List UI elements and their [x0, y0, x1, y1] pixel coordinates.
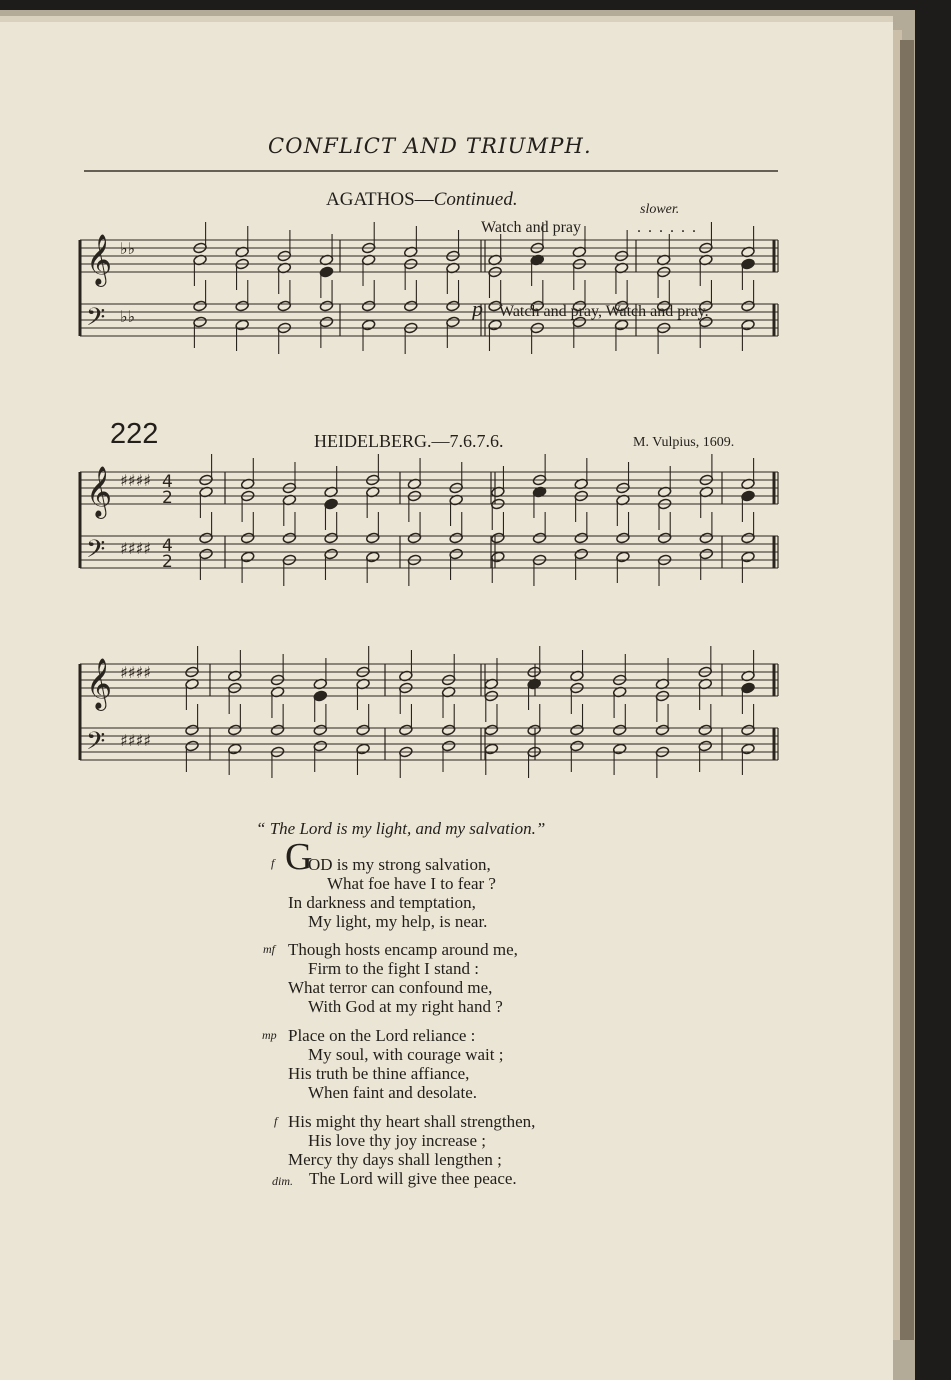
verse-3-line-1: Place on the Lord reliance : — [288, 1026, 476, 1045]
system-1-treble-key-signature: ♭♭ — [120, 239, 136, 258]
verse-1-line-3: In darkness and temptation, — [288, 893, 476, 912]
agathos-title — [326, 190, 518, 209]
verse-1-dynamic: f — [271, 856, 275, 870]
verse-1-line-4: My light, my help, is near. — [308, 912, 488, 931]
system-2-treble-time-top: 4 — [162, 472, 173, 492]
system-2-treble-time-bottom: 2 — [162, 488, 173, 508]
system-3-treble-clef: 𝄞 — [86, 658, 113, 709]
verse-4-line-3: Mercy thy days shall lengthen ; — [288, 1150, 502, 1169]
page-header: CONFLICT AND TRIUMPH. — [268, 134, 592, 158]
bass-lyric: Watch and pray, Watch and pray. — [499, 303, 709, 320]
agathos-name: AGATHOS— — [326, 189, 434, 210]
system-2-treble-key-signature: ♯♯♯♯ — [120, 471, 151, 490]
verse-3-line-3: His truth be thine affiance, — [288, 1064, 470, 1083]
system-1-treble-clef: 𝄞 — [86, 234, 113, 285]
verse-4-end-dynamic: dim. — [272, 1174, 293, 1188]
treble-continuation-dots: ...... — [637, 219, 703, 236]
verse-2-line-1: Though hosts encamp around me, — [288, 940, 518, 959]
verse-1-dropcap: G — [285, 836, 313, 878]
tempo-marking: slower. — [640, 202, 680, 217]
composer: M. Vulpius, 1609. — [633, 435, 735, 450]
system-2-treble-clef: 𝄞 — [86, 466, 113, 517]
verse-2-line-4: With God at my right hand ? — [308, 997, 503, 1016]
verse-1-line-2: What foe have I to fear ? — [327, 874, 496, 893]
verse-4-line-1: His might thy heart shall strengthen, — [288, 1112, 536, 1131]
verse-2-line-2: Firm to the fight I stand : — [308, 959, 479, 978]
dynamic-piano: p — [472, 296, 483, 321]
verse-4-line-4: The Lord will give thee peace. — [309, 1169, 517, 1188]
verse-4-line-2: His love thy joy increase ; — [308, 1131, 486, 1150]
verse-3-line-2: My soul, with courage wait ; — [308, 1045, 504, 1064]
system-2-bass-clef: 𝄢 — [86, 535, 106, 570]
verse-1-line-1: OD is my strong salvation, — [308, 855, 491, 874]
system-3-bass-key-signature: ♯♯♯♯ — [120, 731, 151, 750]
system-1-bass-clef: 𝄢 — [86, 303, 106, 338]
verse-2-line-3: What terror can confound me, — [288, 978, 493, 997]
system-1-bass-key-signature: ♭♭ — [120, 307, 136, 326]
hymn-motto: “ The Lord is my light, and my salvation.” — [256, 819, 546, 838]
verse-3-line-4: When faint and desolate. — [308, 1083, 477, 1102]
system-3-treble-key-signature: ♯♯♯♯ — [120, 663, 151, 682]
hymn-number: 222 — [110, 418, 159, 450]
system-2-bass-key-signature: ♯♯♯♯ — [120, 539, 151, 558]
system-3-bass-clef: 𝄢 — [86, 727, 106, 762]
verse-3-dynamic: mp — [262, 1028, 277, 1042]
treble-lyric: Watch and pray — [481, 219, 581, 236]
tune-name: HEIDELBERG.—7.6.7.6. — [314, 431, 504, 451]
system-2-bass-time-top: 4 — [162, 536, 173, 556]
agathos-continued: Continued. — [433, 189, 518, 210]
verse-4-dynamic: f — [274, 1114, 278, 1128]
system-2-bass-time-bottom: 2 — [162, 552, 173, 572]
verse-2-dynamic: mf — [263, 942, 275, 956]
